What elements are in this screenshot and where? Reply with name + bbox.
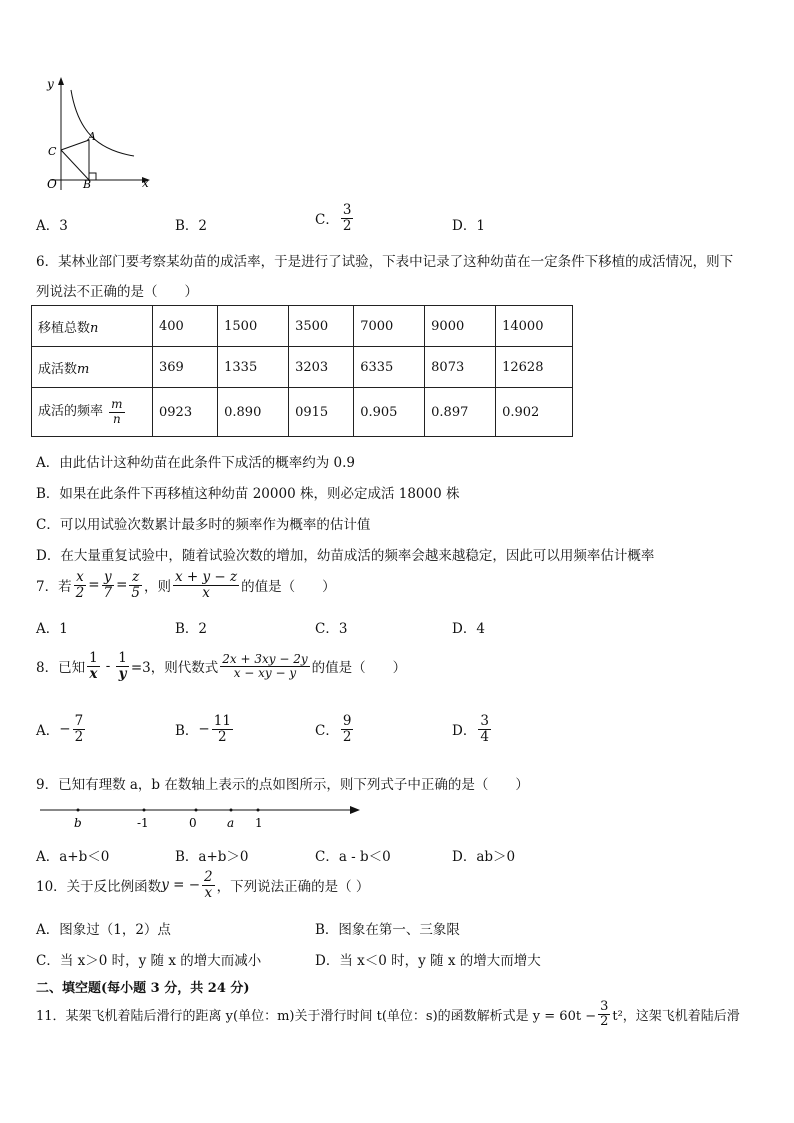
q5-option-c[interactable]: C． $\frac{3}{2}$	[315, 202, 352, 234]
q7-option-d[interactable]: D．4	[452, 621, 485, 637]
q11-stem: 11．某架飞机着陆后滑行的距离 y(单位：m)关于滑行时间 t(单位：s)的函数解析式是 y = 60t − $\frac{3}{2}$ t²，这架飞机着陆后滑	[36, 999, 740, 1030]
origin-label: O	[47, 177, 57, 191]
q5-option-b[interactable]: B．2	[175, 218, 208, 234]
segment-cb	[61, 150, 89, 180]
q5-option-d[interactable]: D．1	[452, 218, 485, 234]
q7-option-b[interactable]: B．2	[175, 621, 208, 637]
table-row: 成活的频率 $\frac{m}{n}$ 0923 0.890 0915 0.905 0.897 0.902	[32, 388, 573, 437]
label-b: b	[74, 816, 82, 830]
q6-stem-line2: 列说法不正确的是（ ）	[36, 284, 198, 300]
q10-option-a[interactable]: A．图象过（1，2）点	[36, 922, 171, 938]
label-neg1: -1	[137, 816, 149, 830]
q9-option-a[interactable]: A．a+b＜0	[36, 849, 110, 865]
label-0: 0	[189, 816, 197, 830]
q6-option-a[interactable]: A．由此估计这种幼苗在此条件下成活的概率约为 0.9	[36, 455, 356, 471]
point-b-label: B	[83, 178, 92, 191]
q10-stem: 10．关于反比例函数 y = − $\frac{2}{x}$ ，下列说法正确的是（ ）	[36, 869, 370, 901]
point-a-label: A	[88, 130, 96, 143]
q6-table	[31, 305, 573, 437]
q7-stem: 7．若 $\frac{x}{2}$ = $\frac{y}{7}$ = $\frac{z}{5}$ ，则 $\frac{x + y - z}{x}$ 的值是（ ）	[36, 569, 336, 601]
tick-a	[230, 809, 233, 812]
x-label: x	[142, 176, 149, 190]
y-label: y	[47, 77, 54, 91]
tick-b	[77, 809, 80, 812]
label-1: 1	[255, 816, 263, 830]
q7-option-c[interactable]: C．3	[315, 621, 348, 637]
tick-0	[195, 809, 198, 812]
q5-graph	[38, 72, 158, 197]
q8-option-a[interactable]: A． − $\frac{7}{2}$	[36, 713, 84, 745]
segment-ca	[61, 140, 89, 150]
q8-stem: 8．已知 $\frac{1}{x}$ - $\frac{1}{y}$ =3，则代数式 $\frac{2x + 3xy - 2y}{x - xy - y}$ 的值是（ ）	[36, 650, 407, 682]
number-line-arrow	[350, 806, 360, 814]
q6-option-c[interactable]: C．可以用试验次数累计最多时的频率作为概率的估计值	[36, 517, 371, 533]
q8-option-b[interactable]: B． − $\frac{11}{2}$	[175, 713, 231, 745]
q10-option-b[interactable]: B．图象在第一、三象限	[315, 922, 460, 938]
tick-neg1	[143, 809, 146, 812]
q8-option-c[interactable]: C． $\frac{9}{2}$	[315, 713, 352, 745]
q8-option-d[interactable]: D． $\frac{3}{4}$	[452, 713, 489, 745]
q9-stem: 9．已知有理数 a，b 在数轴上表示的点如图所示，则下列式子中正确的是（ ）	[36, 777, 529, 793]
section-2-title: 二、填空题(每小题 3 分，共 24 分)	[36, 981, 250, 996]
q5-option-c-fraction: $\frac{3}{2}$	[342, 202, 352, 234]
q6-option-b[interactable]: B．如果在此条件下再移植这种幼苗 20000 株，则必定成活 18000 株	[36, 486, 460, 502]
q10-option-c[interactable]: C．当 x＞0 时，y 随 x 的增大而减小	[36, 953, 262, 969]
point-c-label: C	[48, 145, 57, 158]
label-a: a	[227, 816, 235, 830]
hyperbola-curve	[71, 90, 134, 156]
table-row: 成活数m 369 1335 3203 6335 8073 12628	[32, 347, 573, 388]
y-axis-arrow	[58, 77, 64, 85]
tick-1	[257, 809, 260, 812]
q9-option-b[interactable]: B．a+b＞0	[175, 849, 249, 865]
q9-option-d[interactable]: D．ab＞0	[452, 849, 516, 865]
q9-option-c[interactable]: C．a - b＜0	[315, 849, 391, 865]
q7-option-a[interactable]: A．1	[36, 621, 68, 637]
q6-option-d[interactable]: D．在大量重复试验中，随着试验次数的增加，幼苗成活的频率会越来越稳定，因此可以用频率估计概率	[36, 548, 655, 564]
q5-option-a[interactable]: A．3	[36, 218, 68, 234]
q6-stem-line1: 6．某林业部门要考察某幼苗的成活率，于是进行了试验，下表中记录了这种幼苗在一定条件下移植的成活情况，则下	[36, 254, 734, 270]
table-row: 移植总数n 400 1500 3500 7000 9000 14000	[32, 306, 573, 347]
q9-number-line	[36, 800, 366, 832]
q10-option-d[interactable]: D．当 x＜0 时，y 随 x 的增大而增大	[315, 953, 541, 969]
